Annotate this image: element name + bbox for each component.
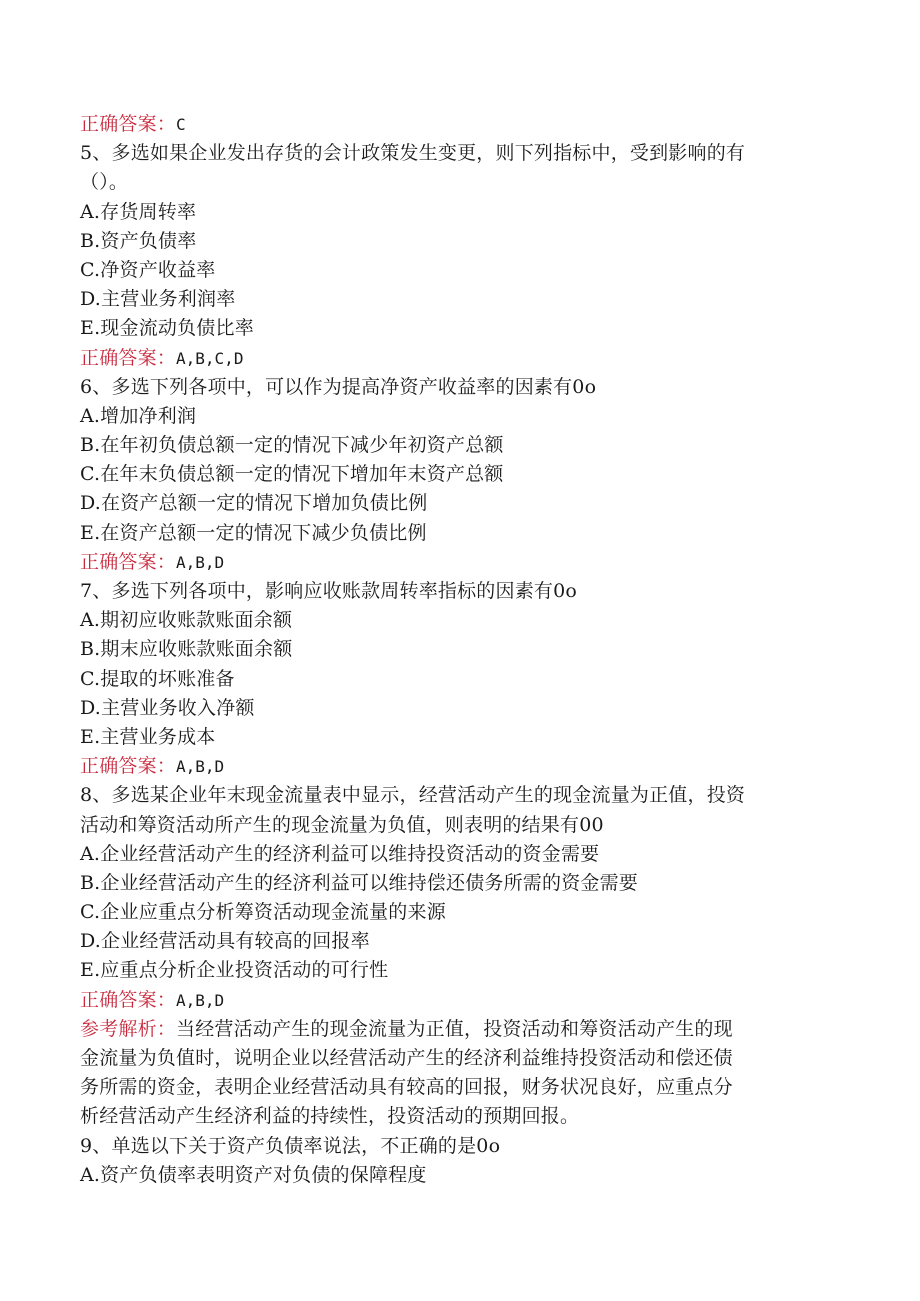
answer-label: 正确答案： xyxy=(80,755,177,778)
answer-label: 正确答案： xyxy=(80,550,177,573)
question-8-stem-cont: 活动和筹资活动所产生的现金流量为负值，则表明的结果有00 xyxy=(80,813,604,836)
question-5-option-a: A.存货周转率 xyxy=(80,200,197,223)
question-5-answer xyxy=(80,344,828,373)
question-5-stem-cont: （）。 xyxy=(80,171,129,194)
question-5-option-c: C.净资产收益率 xyxy=(80,258,216,281)
question-6-answer xyxy=(80,548,828,577)
question-6-option-d: D.在资产总额一定的情况下增加负债比例 xyxy=(80,492,428,515)
answer-value: A,B,D xyxy=(176,552,225,572)
question-8-option-d: D.企业经营活动具有较高的回报率 xyxy=(80,930,370,953)
question-8-option-b: B.企业经营活动产生的经济利益可以维持偿还债务所需的资金需要 xyxy=(80,871,639,894)
answer-value: A,B,C,D xyxy=(176,348,244,368)
question-8-analysis-cont: 金流量为负值时，说明企业以经营活动产生的经济利益维持投资活动和偿还债 xyxy=(80,1047,733,1069)
answer-label: 正确答案： xyxy=(80,113,177,135)
question-9-stem: 9、单选以下关于资产负债率说法，不正确的是0o xyxy=(80,1134,501,1157)
question-5-option-e: E.现金流动负债比率 xyxy=(80,317,254,340)
question-8-analysis-cont: 务所需的资金，表明企业经营活动具有较高的回报，财务状况良好，应重点分 xyxy=(80,1076,733,1099)
question-7-stem: 7、多选下列各项中，影响应收账款周转率指标的因素有0o xyxy=(80,580,578,602)
analysis-label: 参考解析： xyxy=(80,1017,177,1040)
question-7-answer xyxy=(80,752,828,781)
question-6-option-a: A.增加净利润 xyxy=(80,404,197,427)
question-8-analysis xyxy=(80,1015,828,1044)
question-7-option-b: B.期末应收账款账面余额 xyxy=(80,638,293,661)
question-8-answer xyxy=(80,986,828,1015)
question-7-option-a: A.期初应收账款账面余额 xyxy=(80,609,293,632)
question-6-option-b: B.在年初负债总额一定的情况下减少年初资产总额 xyxy=(80,434,504,457)
q4-answer xyxy=(80,110,828,139)
question-9-option-a: A.资产负债率表明资产对负债的保障程度 xyxy=(80,1163,427,1186)
document-page xyxy=(80,110,828,1190)
question-5-option-b: B.资产负债率 xyxy=(80,229,197,252)
question-7-option-c: C.提取的坏账准备 xyxy=(80,667,235,690)
question-5-option-d: D.主营业务利润率 xyxy=(80,288,236,311)
question-7-option-e: E.主营业务成本 xyxy=(80,725,216,748)
question-8-stem: 8、多选某企业年末现金流量表中显示，经营活动产生的现金流量为正值，投资 xyxy=(80,784,746,807)
question-5-stem: 5、多选如果企业发出存货的会计政策发生变更，则下列指标中，受到影响的有 xyxy=(80,142,746,165)
question-7-option-d: D.主营业务收入净额 xyxy=(80,696,255,719)
answer-value: A,B,D xyxy=(176,757,225,777)
question-8-analysis-cont: 析经营活动产生经济利益的持续性，投资活动的预期回报。 xyxy=(80,1105,580,1128)
question-6-stem: 6、多选下列各项中，可以作为提高净资产收益率的因素有0o xyxy=(80,375,597,398)
question-8-option-a: A.企业经营活动产生的经济利益可以维持投资活动的资金需要 xyxy=(80,842,600,865)
answer-value: A,B,D xyxy=(176,990,225,1010)
answer-label: 正确答案： xyxy=(80,988,177,1011)
analysis-text: 当经营活动产生的现金流量为正值，投资活动和筹资活动产生的现 xyxy=(176,1017,733,1040)
answer-value: C xyxy=(176,115,186,134)
question-8-option-c: C.企业应重点分析筹资活动现金流量的来源 xyxy=(80,901,446,924)
question-8-option-e: E.应重点分析企业投资活动的可行性 xyxy=(80,959,389,982)
answer-label: 正确答案： xyxy=(80,346,177,369)
question-6-option-c: C.在年末负债总额一定的情况下增加年末资产总额 xyxy=(80,463,504,486)
question-6-option-e: E.在资产总额一定的情况下减少负债比例 xyxy=(80,521,427,544)
